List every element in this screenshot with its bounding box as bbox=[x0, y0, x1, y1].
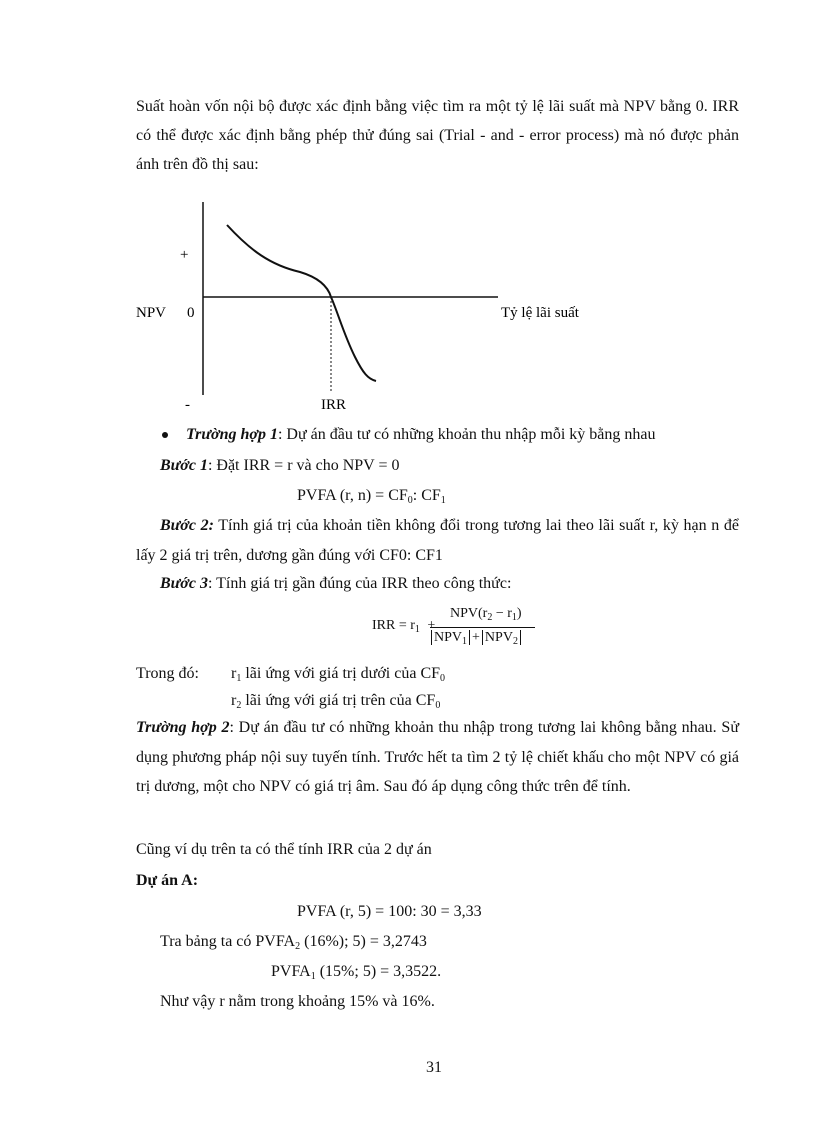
abs-npv2 bbox=[482, 630, 521, 645]
den-sub1: 1 bbox=[462, 636, 468, 647]
num-minus: − r bbox=[492, 606, 512, 621]
irr-formula-lhs bbox=[372, 618, 435, 634]
den-npv2: NPV bbox=[484, 630, 513, 645]
pvfa-a-formula: PVFA (r, 5) = 100: 30 = 3,33 bbox=[297, 903, 482, 920]
abs-npv1 bbox=[431, 630, 470, 645]
irr-plus: + bbox=[427, 618, 436, 633]
where-r1-sub: 1 bbox=[236, 673, 242, 684]
page-number: 31 bbox=[426, 1059, 442, 1076]
step3-text: : Tính giá trị gần đúng của IRR theo công thức: bbox=[207, 575, 512, 592]
num-sub2: 2 bbox=[487, 612, 493, 623]
step2-text: Tính giá trị của khoản tiền không đổi trong tương lai theo lãi suất r, kỳ hạn n để lấy 2 giá trị trên, dương gần đúng với CF0: CF1 bbox=[136, 517, 740, 564]
x-axis-label: Tỷ lệ lãi suất bbox=[501, 305, 579, 321]
lookup-line-2 bbox=[271, 962, 441, 982]
where-r1-text: lãi ứng với giá trị dưới của CF bbox=[241, 665, 441, 682]
case1-line bbox=[186, 425, 655, 445]
npv-curve bbox=[227, 225, 376, 381]
den-sub2: 2 bbox=[512, 636, 518, 647]
lookup-rest2: (16%); 5) = 3,2743 bbox=[300, 933, 427, 950]
pvfa-formula bbox=[297, 486, 446, 506]
den-npv1: NPV bbox=[434, 630, 463, 645]
lookup-rest1: (15%; 5) = 3,3522. bbox=[315, 963, 442, 980]
step2-paragraph bbox=[136, 511, 739, 571]
where-r2-text: lãi ứng với giá trị trên của CF bbox=[241, 692, 436, 709]
irr-denominator bbox=[431, 630, 521, 646]
step3-label: Bước 3 bbox=[160, 575, 208, 592]
lookup-prefix: Tra bảng ta có PVFA bbox=[160, 933, 296, 950]
case1-text: : Dự án đầu tư có những khoản thu nhập mỗi kỳ bằng nhau bbox=[277, 426, 656, 443]
case2-text: : Dự án đầu tư có những khoản thu nhập trong tương lai không bằng nhau. Sử dụng phương pháp nội suy tuyến tính. Trước hết ta tìm 2 tỷ lệ chiết khấu cho một NPV có giá trị dương, một cho NPV có giá trị âm. Sau đó áp dụng công thức trên để tính. bbox=[136, 719, 739, 795]
irr-lhs-text: IRR = r bbox=[372, 618, 415, 633]
step1-label: Bước 1 bbox=[160, 457, 208, 474]
irr-label: IRR bbox=[321, 397, 347, 413]
pvfa-sub0: 0 bbox=[407, 495, 413, 506]
step1-text: : Đặt IRR = r và cho NPV = 0 bbox=[207, 457, 400, 474]
num-npv: NPV(r bbox=[450, 606, 488, 621]
bullet-icon bbox=[162, 432, 168, 438]
where-r1-cf-sub: 0 bbox=[440, 673, 446, 684]
example-line: Cũng ví dụ trên ta có thể tính IRR của 2 dự án bbox=[136, 841, 432, 858]
case2-paragraph bbox=[136, 713, 739, 802]
fraction-bar bbox=[430, 627, 535, 628]
den-plus: + bbox=[472, 630, 480, 645]
where-r2-sub: 2 bbox=[236, 700, 242, 711]
num-close: ) bbox=[516, 606, 522, 621]
lookup-sub2: 2 bbox=[295, 941, 301, 952]
step1-line bbox=[160, 456, 399, 476]
conclusion-line: Như vậy r nằm trong khoảng 15% và 16%. bbox=[160, 993, 435, 1010]
irr-numerator bbox=[450, 606, 522, 622]
num-sub1: 1 bbox=[511, 612, 517, 623]
pvfa-formula-left: PVFA (r, n) = CF bbox=[297, 487, 408, 504]
pvfa-formula-mid: : CF bbox=[412, 487, 441, 504]
lookup-pvfa1: PVFA bbox=[271, 963, 311, 980]
step2-label: Bước 2: bbox=[160, 517, 214, 534]
where-r2: r bbox=[231, 692, 237, 709]
where-r2-cf-sub: 0 bbox=[435, 700, 441, 711]
npv-irr-graph bbox=[120, 195, 620, 420]
lookup-line-1 bbox=[160, 932, 427, 952]
irr-formula bbox=[372, 606, 542, 652]
case2-title: Trường hợp 2 bbox=[136, 719, 230, 736]
project-a-heading: Dự án A: bbox=[136, 872, 199, 889]
where-r1: r bbox=[231, 665, 237, 682]
case1-title: Trường hợp 1 bbox=[186, 426, 278, 443]
zero-label: 0 bbox=[187, 305, 195, 321]
plus-label: + bbox=[180, 247, 189, 263]
intro-paragraph: Suất hoàn vốn nội bộ được xác định bằng việc tìm ra một tỷ lệ lãi suất mà NPV bằng 0. IRR có thể được xác định bằng phép thử đúng sai (Trial - and - error process) mà nó được phản ánh trên đồ thị sau: bbox=[136, 98, 739, 173]
where-label: Trong đó: bbox=[136, 665, 199, 682]
where-r2-line bbox=[231, 691, 440, 711]
irr-lhs-sub: 1 bbox=[414, 624, 420, 635]
pvfa-sub1: 1 bbox=[440, 495, 446, 506]
where-r1-line bbox=[231, 664, 445, 684]
step3-line bbox=[160, 574, 511, 594]
minus-label: - bbox=[185, 397, 190, 413]
npv-label: NPV bbox=[136, 305, 167, 321]
lookup-sub1: 1 bbox=[310, 971, 316, 982]
